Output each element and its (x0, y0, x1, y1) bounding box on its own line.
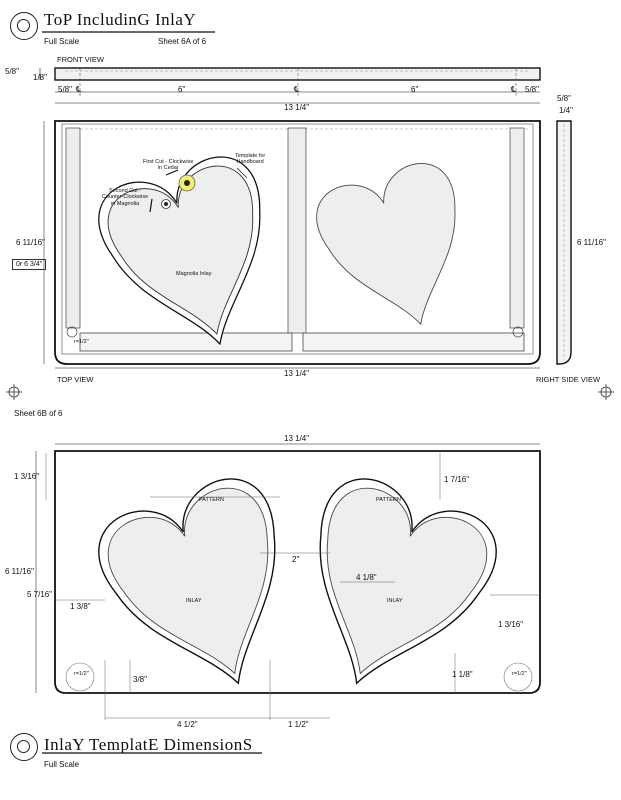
registration-marks (6, 384, 614, 400)
b-dim-d: 1 3/8" (70, 602, 91, 611)
front-cl-center: ℄ (294, 85, 300, 94)
top-height-dim: 6 11/16" (16, 238, 45, 247)
front-seg1-dim: 6" (178, 85, 186, 94)
sheet-title: ToP IncludinG InlaY (44, 10, 197, 29)
second-cut-note: Second Cut - Counter-Clockwise in Magnolia (102, 188, 149, 207)
front-right-dim: 5/8" (525, 85, 539, 94)
side-thick-dim: 1/4" (559, 106, 573, 115)
b-radius-left: r=1/2" (74, 671, 89, 677)
b-overall-dim: 13 1/4" (284, 434, 310, 443)
front-cl-right: ℄ (511, 85, 517, 94)
side-height-dim: 6 11/16" (577, 238, 606, 247)
top-radius-dim: r=1/2" (74, 339, 89, 345)
b-dim-b: 6 11/16" (5, 567, 34, 576)
brand-logo-footer (10, 733, 38, 761)
front-edge-dim: 1/8" (33, 73, 47, 82)
top-alt-height-dim: 0r 6 3/4" (12, 259, 46, 270)
brand-logo (10, 12, 38, 40)
first-cut-note: First Cut - Clockwise in Cedar (143, 159, 194, 172)
inlay-note: Magnolia Inlay (176, 271, 212, 277)
footer-scale: Full Scale (44, 760, 80, 769)
sheet-b-label: Sheet 6B of 6 (14, 409, 63, 418)
b-dim-l: 1 1/8" (452, 670, 473, 679)
right-side-view-label: RIGHT SIDE VIEW (536, 375, 601, 384)
template-note: Template for Handboard (235, 153, 266, 166)
b-radius-right: r=1/2" (512, 671, 527, 677)
front-left-dim: 5/8" (58, 85, 72, 94)
footer-title: InlaY TemplatE DimensionS (44, 735, 253, 754)
front-view-board (40, 68, 540, 103)
front-overall-dim: 13 1/4" (284, 103, 310, 112)
right-side-view-board (557, 121, 571, 364)
top-view-label: TOP VIEW (57, 375, 94, 384)
side-top-dim: 5/8" (557, 94, 571, 103)
b-pattern-right: PATTERN (376, 497, 401, 503)
b-inlay-left: INLAY (186, 598, 202, 604)
front-seg2-dim: 6" (411, 85, 419, 94)
b-dim-a: 1 3/16" (14, 472, 40, 481)
b-pattern-left: PATTERN (199, 497, 224, 503)
b-dim-e: 3/8" (133, 675, 147, 684)
b-dim-k: 1 3/16" (498, 620, 524, 629)
b-dim-i: 2" (292, 555, 300, 564)
front-thickness-dim: 5/8" (5, 67, 19, 76)
b-inlay-right: INLAY (387, 598, 403, 604)
b-dim-j: 4 1/8" (356, 573, 377, 582)
front-view-label: FRONT VIEW (57, 55, 104, 64)
front-cl-left: ℄ (76, 85, 82, 94)
top-view-board (44, 121, 540, 368)
sheet-scale: Full Scale (44, 37, 80, 46)
b-dim-g: 1 1/2" (288, 720, 309, 729)
b-dim-c: 5 7/16" (27, 590, 53, 599)
top-overall-dim: 13 1/4" (284, 369, 310, 378)
b-dim-h: 1 7/16" (444, 475, 470, 484)
sheet-number: Sheet 6A of 6 (158, 37, 207, 46)
b-dim-f: 4 1/2" (177, 720, 198, 729)
